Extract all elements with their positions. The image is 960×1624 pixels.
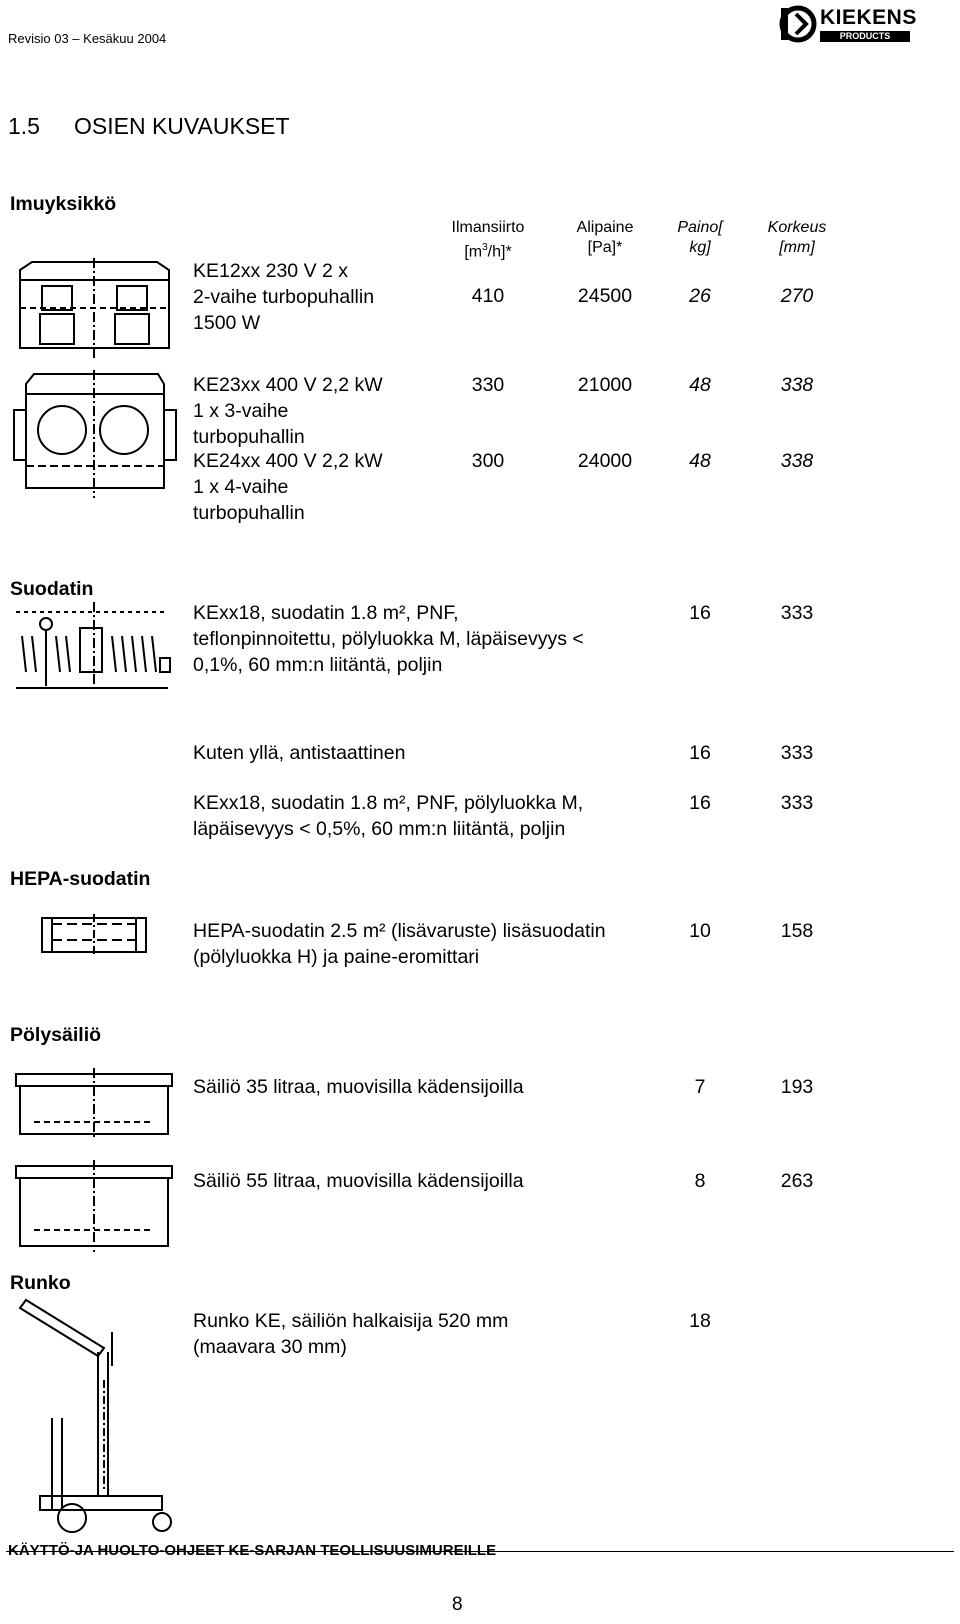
air-flow-value: 330 bbox=[471, 374, 505, 396]
logo-text: KIEKENS bbox=[820, 6, 917, 29]
weight-value: 48 bbox=[689, 450, 711, 472]
height-value: 338 bbox=[780, 374, 814, 396]
tank-35-drawing bbox=[12, 1068, 176, 1140]
height-value: 333 bbox=[780, 742, 814, 764]
kiekens-logo bbox=[778, 4, 938, 44]
section-number: 1.5 bbox=[8, 113, 40, 139]
row-description: KE12xx 230 V 2 x 2-vaihe turbopuhallin 1500 W bbox=[193, 260, 375, 334]
footer-title: KÄYTTÖ-JA HUOLTO-OHJEET KE-SARJAN TEOLLISUUSIMUREILLE bbox=[8, 1542, 497, 1559]
row-description: KExx18, suodatin 1.8 m², PNF, pölyluokka M, läpäisevyys < 0,5%, 60 mm:n liitäntä, poljin bbox=[193, 792, 584, 840]
column-header-weight: Paino[ kg] bbox=[677, 219, 723, 256]
row-description: Säiliö 35 litraa, muovisilla kädensijoilla bbox=[193, 1076, 524, 1098]
logo-subtext: PRODUCTS bbox=[820, 31, 910, 42]
row-description: Runko KE, säiliön halkaisija 520 mm (maavara 30 mm) bbox=[193, 1310, 509, 1358]
column-header-vacuum: Alipaine [Pa]* bbox=[576, 219, 634, 256]
row-description: KE24xx 400 V 2,2 kW 1 x 4-vaihe turbopuhallin bbox=[193, 450, 383, 524]
weight-value: 18 bbox=[689, 1310, 711, 1332]
row-description: Säiliö 55 litraa, muovisilla kädensijoilla bbox=[193, 1170, 524, 1192]
height-value: 263 bbox=[780, 1170, 814, 1192]
weight-value: 16 bbox=[689, 792, 711, 814]
section-title: OSIEN KUVAUKSET bbox=[74, 113, 290, 139]
weight-value: 16 bbox=[689, 742, 711, 764]
column-header-height: Korkeus [mm] bbox=[767, 219, 827, 256]
revision-label: Revisio 03 – Kesäkuu 2004 bbox=[8, 31, 167, 46]
row-description: KExx18, suodatin 1.8 m², PNF, teflonpinnoitettu, pölyluokka M, läpäisevyys < 0,1%, 60 mm:n liitäntä, poljin bbox=[193, 602, 584, 676]
air-flow-value: 410 bbox=[471, 285, 505, 307]
weight-value: 7 bbox=[694, 1076, 706, 1098]
height-value: 333 bbox=[780, 792, 814, 814]
section-label-suodatin: Suodatin bbox=[10, 578, 94, 600]
vacuum-value: 24500 bbox=[577, 285, 633, 307]
section-label-hepa: HEPA-suodatin bbox=[10, 868, 151, 890]
height-value: 158 bbox=[780, 920, 814, 942]
height-value: 338 bbox=[780, 450, 814, 472]
weight-value: 10 bbox=[689, 920, 711, 942]
weight-value: 8 bbox=[694, 1170, 706, 1192]
weight-value: 48 bbox=[689, 374, 711, 396]
height-value: 333 bbox=[780, 602, 814, 624]
section-label-imuyksikko: Imuyksikkö bbox=[10, 193, 117, 215]
logo-mark-icon bbox=[778, 4, 818, 44]
row-description: Kuten yllä, antistaattinen bbox=[193, 742, 406, 764]
row-description: HEPA-suodatin 2.5 m² (lisävaruste) lisäsuodatin (pölyluokka H) ja paine-eromittari bbox=[193, 920, 606, 968]
weight-value: 16 bbox=[689, 602, 711, 624]
weight-value: 26 bbox=[689, 285, 711, 307]
height-value: 193 bbox=[780, 1076, 814, 1098]
tank-55-drawing bbox=[12, 1160, 176, 1252]
hepa-filter-drawing bbox=[38, 914, 150, 956]
vacuum-value: 24000 bbox=[577, 450, 633, 472]
frame-drawing bbox=[12, 1296, 177, 1534]
row-description: KE23xx 400 V 2,2 kW 1 x 3-vaihe turbopuhallin bbox=[193, 374, 383, 448]
section-label-polysailio: Pölysäiliö bbox=[10, 1024, 102, 1046]
page-number: 8 bbox=[452, 1594, 463, 1615]
filter-drawing bbox=[12, 602, 172, 694]
suction-unit-small-drawing bbox=[12, 258, 177, 360]
footer-rule bbox=[6, 1551, 954, 1552]
air-flow-value: 300 bbox=[471, 450, 505, 472]
vacuum-value: 21000 bbox=[577, 374, 633, 396]
column-header-air: Ilmansiirto $[m^3/h]*$ bbox=[451, 219, 525, 261]
section-label-runko: Runko bbox=[10, 1272, 71, 1294]
suction-unit-large-drawing bbox=[12, 370, 177, 500]
height-value: 270 bbox=[780, 285, 814, 307]
